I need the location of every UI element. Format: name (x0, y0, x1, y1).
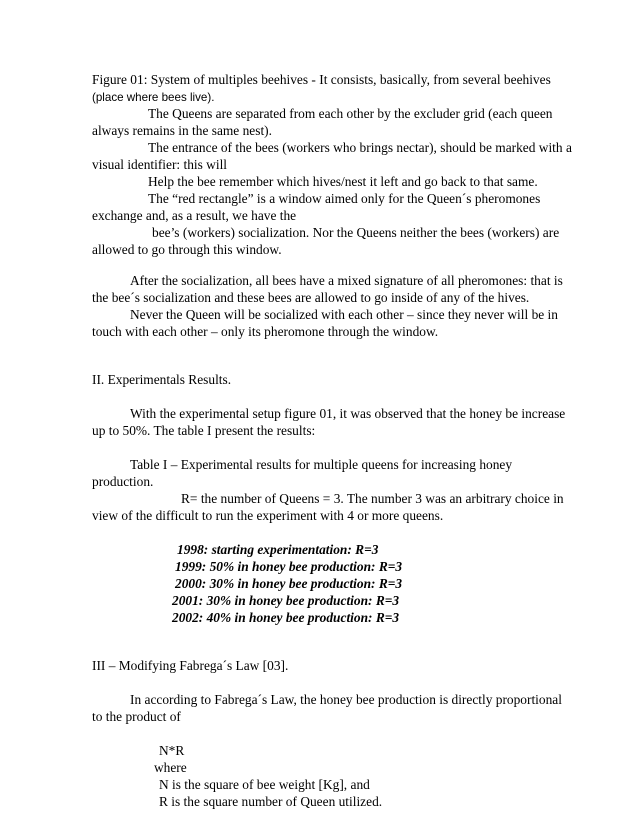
paragraph-line: touch with each other – only its pheromone through the window. (92, 324, 439, 339)
result-line: 1999: 50% in honey bee production: R=3 (175, 559, 403, 574)
result-line: 2002: 40% in honey bee production: R=3 (172, 610, 400, 625)
definition-n: N is the square of bee weight [Kg], and (159, 777, 370, 792)
formula: N*R (159, 743, 185, 758)
result-line: 2000: 30% in honey bee production: R=3 (175, 576, 403, 591)
paragraph-line: With the experimental setup figure 01, it was observed that the honey be increase (130, 406, 566, 421)
paragraph-line: visual identifier: this will (92, 157, 228, 172)
formula-where: where (154, 760, 187, 775)
paragraph-line: Never the Queen will be socialized with each other – since they never will be in (130, 307, 558, 322)
definition-r: R is the square number of Queen utilized. (159, 794, 383, 809)
paragraph-line: the bee´s socialization and these bees are allowed to go inside of any of the hives. (92, 290, 530, 305)
result-line: 2001: 30% in honey bee production: R=3 (172, 593, 400, 608)
paragraph-line: to the product of (92, 709, 181, 724)
table-title: Table I – Experimental results for multiple queens for increasing honey (130, 457, 513, 472)
paragraph-line: allowed to go through this window. (92, 242, 282, 257)
paragraph-line: The “red rectangle” is a window aimed only for the Queen´s pheromones (148, 191, 541, 206)
paragraph-line: In according to Fabrega´s Law, the honey bee production is directly proportional (130, 692, 562, 707)
paragraph-line: After the socialization, all bees have a mixed signature of all pheromones: that is (130, 273, 563, 288)
paragraph-line: The entrance of the bees (workers who brings nectar), should be marked with a (148, 140, 572, 155)
table-title: production. (92, 474, 154, 489)
paragraph-line: exchange and, as a result, we have the (92, 208, 297, 223)
paragraph-line: The Queens are separated from each other by the excluder grid (each queen (148, 106, 553, 121)
section-heading: III – Modifying Fabrega´s Law [03]. (92, 658, 289, 673)
section-heading: II. Experimentals Results. (92, 372, 232, 387)
figure-caption-line: (place where bees live). (92, 91, 215, 104)
paragraph-line: view of the difficult to run the experiment with 4 or more queens. (92, 508, 444, 523)
paragraph-line: Help the bee remember which hives/nest it left and go back to that same. (148, 174, 538, 189)
paragraph-line: always remains in the same nest). (92, 123, 272, 138)
paragraph-line: up to 50%. The table I present the results: (92, 423, 316, 438)
paragraph-line: R= the number of Queens = 3. The number 3 was an arbitrary choice in (181, 491, 564, 506)
result-line: 1998: starting experimentation: R=3 (177, 542, 379, 557)
figure-caption-line: Figure 01: System of multiples beehives - It consists, basically, from several beehives (92, 72, 551, 87)
paragraph-line: bee’s (workers) socialization. Nor the Queens neither the bees (workers) are (152, 225, 560, 240)
